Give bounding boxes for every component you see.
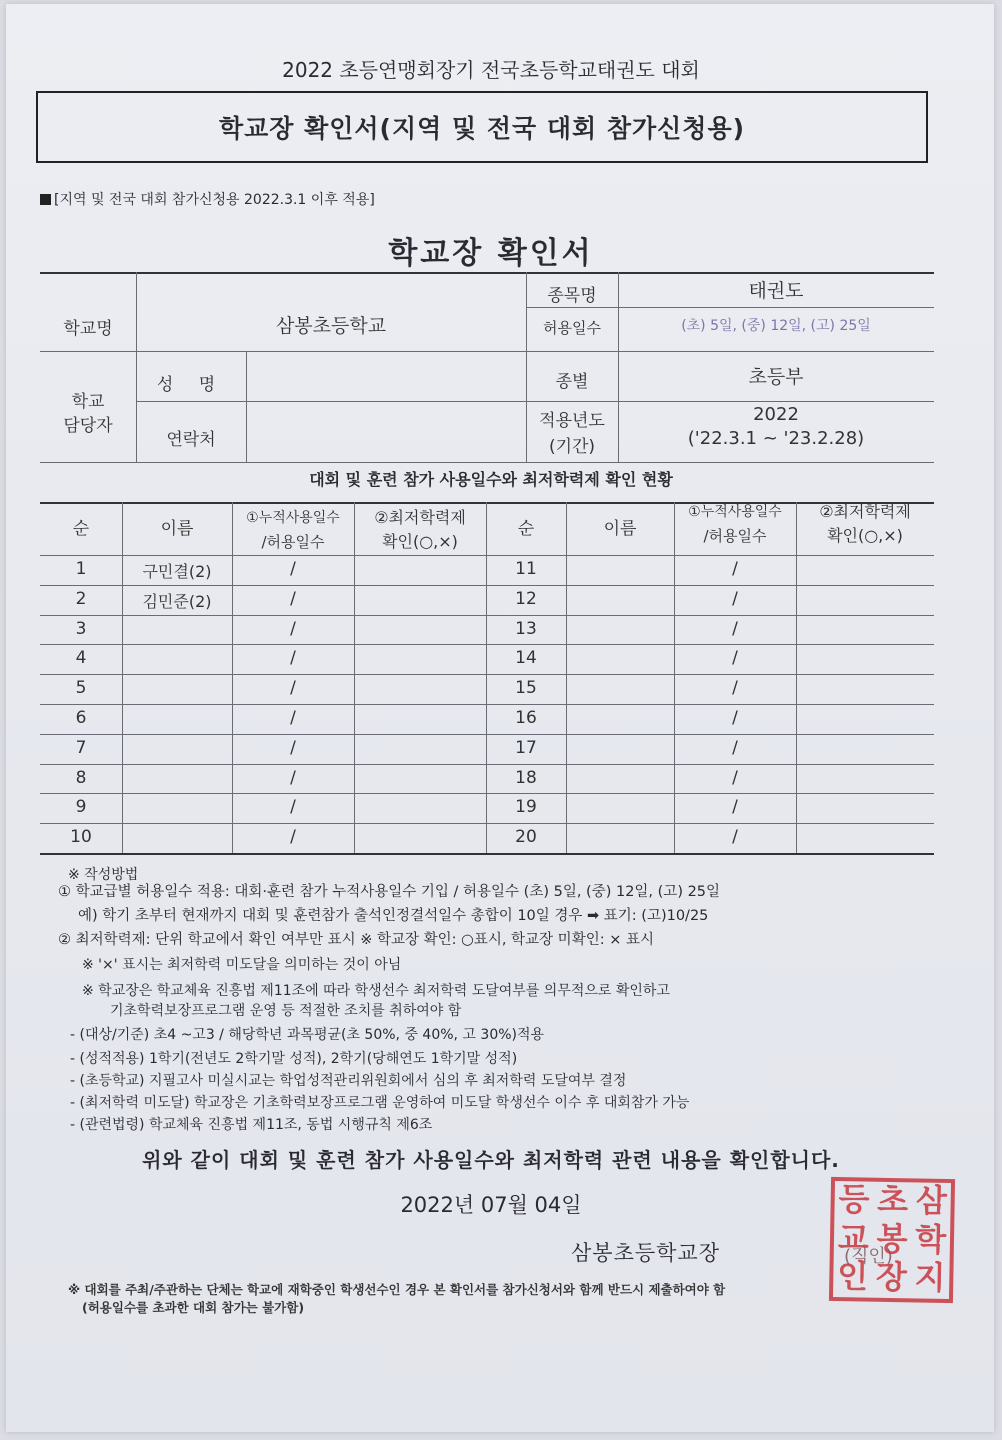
- table-days-cell: /: [290, 589, 296, 609]
- table-days-cell: /: [290, 648, 296, 668]
- table-no-cell: 13: [515, 619, 537, 639]
- method-line: - (성적적용) 1학기(전년도 2학기말 성적), 2학기(당해연도 1학기말 성적): [70, 1051, 518, 1067]
- table-no-cell: 5: [75, 678, 87, 698]
- method-line: - (관련법령) 학교체육 진흥법 제11조, 동법 시행규칙 제6조: [70, 1117, 433, 1133]
- table-no-cell: 20: [515, 827, 537, 847]
- method-line: ② 최저학력제: 단위 학교에서 확인 여부만 표시 ※ 학교장 확인: ○표시, 학교장 미확인: × 표시: [58, 932, 654, 948]
- table-days-cell: /: [290, 619, 296, 639]
- year-label-2: (기간): [548, 437, 596, 457]
- table-no-cell: 1: [75, 559, 87, 579]
- table-days-cell: /: [732, 619, 738, 639]
- table-no-cell: 4: [75, 648, 87, 668]
- col-days-right-2: /허용일수: [703, 527, 767, 545]
- table-no-cell: 11: [515, 559, 537, 579]
- event-title: 2022 초등연맹회장기 전국초등학교태권도 대회: [282, 58, 700, 82]
- table-no-cell: 16: [515, 708, 537, 728]
- seal-mark-text: (직인): [844, 1246, 893, 1267]
- table-no-cell: 15: [515, 678, 537, 698]
- table-days-cell: /: [732, 678, 738, 698]
- method-line: ※ '×' 표시는 최저학력 미도달을 의미하는 것이 아님: [82, 957, 402, 973]
- issue-date: 2022년 07월 04일: [400, 1193, 582, 1217]
- col-check-right-2: 확인(○,×): [827, 526, 903, 545]
- table-days-cell: /: [732, 708, 738, 728]
- school-name-label: 학교명: [63, 319, 113, 339]
- table-days-cell: /: [732, 559, 738, 579]
- col-check-left-2: 확인(○,×): [382, 532, 458, 551]
- table-no-cell: 7: [75, 738, 87, 758]
- manager-label-2: 담당자: [63, 416, 113, 436]
- document-page: [6, 4, 994, 1432]
- table-days-cell: /: [732, 797, 738, 817]
- method-line: - (대상/기준) 초4 ~고3 / 해당학년 과목평균(초 50%, 중 40%, 고 30%)적용: [70, 1027, 545, 1043]
- col-no-right: 순: [517, 519, 535, 539]
- table-no-cell: 18: [515, 768, 537, 788]
- col-days-right-1: ①누적사용일수: [688, 504, 782, 520]
- square-bullet-icon: [40, 194, 51, 205]
- year-value: 2022: [753, 404, 799, 425]
- submission-note-2: (허용일수를 초과한 대회 참가는 불가함): [82, 1300, 305, 1315]
- table-no-cell: 14: [515, 648, 537, 668]
- manager-label-1: 학교: [71, 392, 105, 412]
- table-days-cell: /: [290, 768, 296, 788]
- allowed-days-value: (초) 5일, (중) 12일, (고) 25일: [681, 318, 871, 334]
- table-heading: 대회 및 훈련 참가 사용일수와 최저학력제 확인 현황: [309, 470, 673, 489]
- table-no-cell: 12: [515, 589, 537, 609]
- event-value: 태권도: [748, 280, 804, 302]
- table-days-cell: /: [290, 797, 296, 817]
- method-line: 예) 학기 초부터 현재까지 대회 및 훈련참가 출석인정결석일수 총합이 10일 경우 ➡ 표기: (고)10/25: [78, 908, 709, 924]
- application-note-text: [지역 및 전국 대회 참가신청용 2022.3.1 이후 적용]: [54, 192, 375, 208]
- box-title: 학교장 확인서(지역 및 전국 대회 참가신청용): [36, 91, 928, 163]
- main-title: 학교장 확인서: [388, 236, 594, 271]
- application-note: [40, 189, 375, 209]
- method-line: - (초등학교) 지필고사 미실시교는 학업성적관리위원회에서 심의 후 최저학력 도달여부 결정: [70, 1073, 627, 1089]
- table-no-cell: 8: [75, 768, 87, 788]
- method-line: ① 학교급별 허용일수 적용: 대회·훈련 참가 누적사용일수 기입 / 허용일수 (초) 5일, (중) 12일, (고) 25일: [58, 884, 721, 900]
- col-no-left: 순: [72, 519, 90, 539]
- table-no-cell: 9: [75, 797, 87, 817]
- col-days-left-1: ①누적사용일수: [246, 510, 340, 526]
- col-name-left: 이름: [160, 519, 194, 539]
- year-label-1: 적용년도: [539, 411, 605, 431]
- official-seal: 등 초 삼 교 봉 학 인 장 지: [829, 1177, 955, 1303]
- method-line: - (최저학력 미도달) 학교장은 기초학력보장프로그램 운영하여 미도달 학생선수 이수 후 대회참가 가능: [70, 1095, 690, 1111]
- table-name-cell: 김민준(2): [142, 592, 212, 611]
- table-days-cell: /: [290, 827, 296, 847]
- table-no-cell: 19: [515, 797, 537, 817]
- table-no-cell: 3: [75, 619, 87, 639]
- table-days-cell: /: [732, 768, 738, 788]
- table-days-cell: /: [732, 827, 738, 847]
- table-days-cell: /: [732, 738, 738, 758]
- table-days-cell: /: [732, 648, 738, 668]
- table-days-cell: /: [290, 708, 296, 728]
- table-days-cell: /: [290, 738, 296, 758]
- table-no-cell: 6: [75, 708, 87, 728]
- table-days-cell: /: [290, 559, 296, 579]
- table-days-cell: /: [290, 678, 296, 698]
- col-check-right-1: ②최저학력제: [819, 502, 911, 521]
- confirm-statement: 위와 같이 대회 및 훈련 참가 사용일수와 최저학력 관련 내용을 확인합니다.: [142, 1148, 840, 1172]
- col-days-left-2: /허용일수: [261, 533, 325, 551]
- category-label: 종별: [555, 372, 589, 392]
- allowed-days-label: 허용일수: [543, 319, 601, 337]
- col-check-left-1: ②최저학력제: [374, 508, 466, 527]
- col-name-right: 이름: [603, 519, 637, 539]
- year-period-value: ('22.3.1 ~ '23.2.28): [687, 428, 865, 449]
- principal-name: 삼봉초등학교장: [571, 1241, 721, 1265]
- name-label: 성 명: [156, 375, 226, 395]
- table-no-cell: 10: [70, 827, 92, 847]
- table-days-cell: /: [732, 589, 738, 609]
- category-value: 초등부: [748, 366, 804, 388]
- event-label: 종목명: [547, 286, 597, 306]
- school-name-value: 삼봉초등학교: [275, 315, 387, 337]
- method-title: ※ 작성방법: [68, 867, 139, 883]
- table-no-cell: 2: [75, 589, 87, 609]
- method-line: ※ 학교장은 학교체육 진흥법 제11조에 따라 학생선수 최저학력 도달여부를 의무적으로 확인하고: [82, 983, 670, 999]
- method-line: 기초학력보장프로그램 운영 등 적절한 조치를 취하여야 함: [110, 1003, 462, 1019]
- contact-label: 연락처: [166, 430, 216, 450]
- table-name-cell: 구민결(2): [142, 562, 212, 581]
- table-no-cell: 17: [515, 738, 537, 758]
- submission-note: ※ 대회를 주최/주관하는 단체는 학교에 재학중인 학생선수인 경우 본 확인서를 참가신청서와 함께 반드시 제출하여야 함: [68, 1282, 726, 1297]
